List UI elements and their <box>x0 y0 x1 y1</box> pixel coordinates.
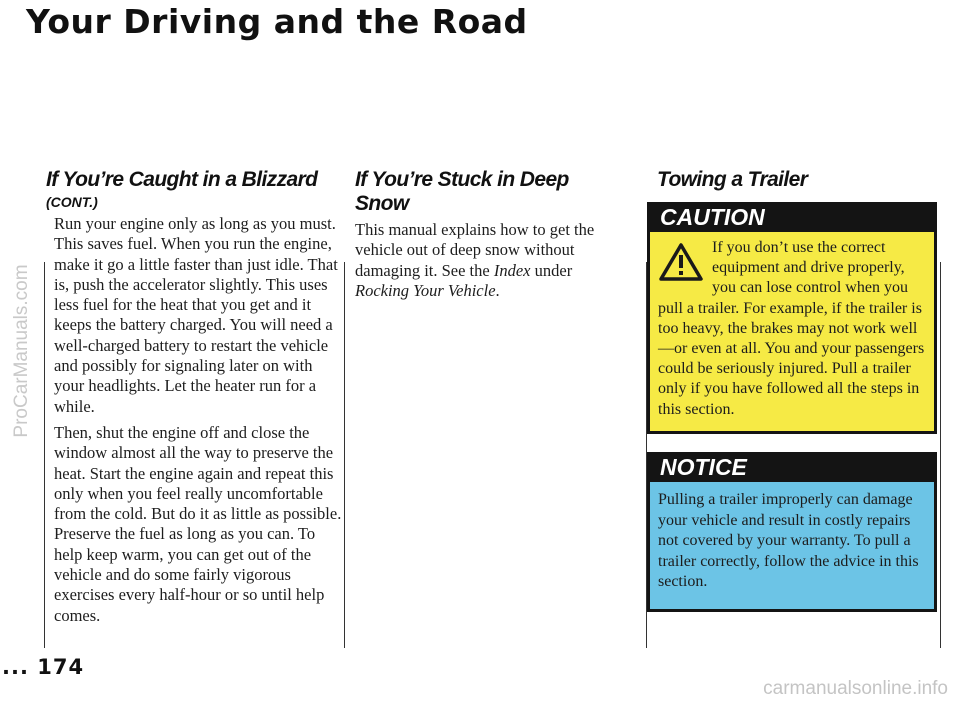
heading-stuck-in-deep-snow: If You’re Stuck in Deep Snow <box>355 168 569 215</box>
paragraph-shut-engine: Then, shut the engine off and close the window almost all the way to preserve the heat. Start the engine again and repeat this only when you feel really uncomfortable from the cold. But do it as little as possible. Preserve the fuel as long as you can. To help keep warm, you can get out of the vehicle and do some fairly vigorous exercises every half-hour or so until help comes. <box>54 422 342 625</box>
caution-text: If you don’t use the correct equipment and drive properly, you can lose control when you pull a trailer. For example, if the trailer is too heavy, the brakes may not work well—or even at all. You and your passengers could be seriously injured. Pull a trailer only if you have followed all the steps in this section. <box>658 239 925 418</box>
notice-label: NOTICE <box>650 452 934 482</box>
watermark-procarmanuals: ProCarManuals.com <box>11 264 32 438</box>
deep-snow-text-before: This manual explains how to get the vehicle out of deep snow without damaging it. See the <box>355 220 595 280</box>
caution-box <box>647 202 937 434</box>
notice-box <box>647 452 937 612</box>
column-blizzard <box>46 168 346 632</box>
continued-label: (CONT.) <box>46 194 98 210</box>
heading-towing-a-trailer: Towing a Trailer <box>657 168 808 191</box>
watermark-carmanualsonline: carmanualsonline.info <box>763 678 948 699</box>
caution-label: CAUTION <box>650 202 934 232</box>
notice-text: Pulling a trailer improperly can damage your vehicle and result in costly repairs not covered by your warranty. To pull a trailer correctly, follow the advice in this section. <box>658 491 919 590</box>
deep-snow-text-end: . <box>495 280 500 300</box>
paragraph-run-engine: Run your engine only as long as you must. This saves fuel. When you run the engine, make it go a little faster than just idle. That is, push the accelerator slightly. This uses less fuel for the heat that you get and it keeps the battery charged. You will need a well-charged battery to restart the vehicle and possibly for signaling later on with your headlights. Let the heater run for a while. <box>54 214 338 416</box>
column-rule-right <box>940 262 941 648</box>
column-deep-snow <box>355 168 627 307</box>
page-title: Your Driving and the Road <box>26 2 528 41</box>
notice-body <box>650 482 934 609</box>
paragraph-deep-snow <box>355 220 627 301</box>
warning-triangle-icon <box>658 242 704 282</box>
heading-caught-in-blizzard: If You’re Caught in a Blizzard <box>46 168 318 191</box>
page-number: ... 174 <box>2 655 85 679</box>
caution-body <box>650 232 934 431</box>
column-rule-left <box>44 262 45 648</box>
column-towing <box>657 168 947 192</box>
deep-snow-text-middle: under <box>530 260 573 280</box>
rocking-your-vehicle-reference: Rocking Your Vehicle <box>355 280 496 300</box>
index-reference: Index <box>493 260 531 280</box>
